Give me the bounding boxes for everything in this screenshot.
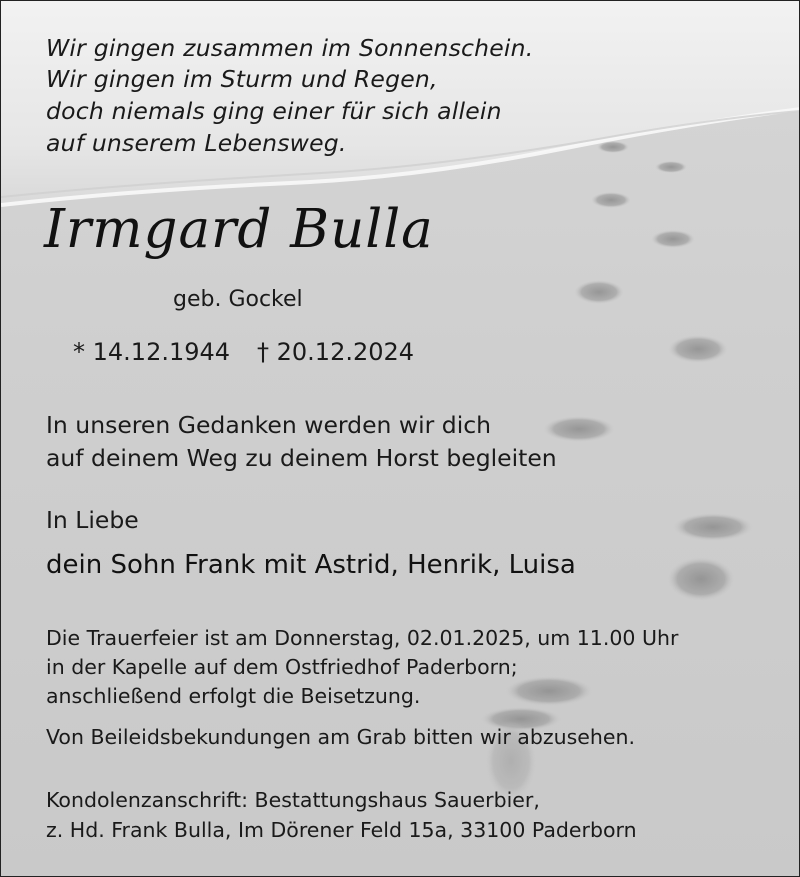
death-date: † 20.12.2024 (257, 338, 415, 366)
service-line-1: Die Trauerfeier ist am Donnerstag, 02.01.2025, um 11.00 Uhr (46, 626, 679, 650)
condolence-note: Von Beileidsbekundungen am Grab bitten wir abzusehen. (46, 725, 636, 749)
thoughts-line-1: In unseren Gedanken werden wir dich (46, 411, 492, 439)
deceased-name: Irmgard Bulla (44, 199, 434, 260)
mourners: dein Sohn Frank mit Astrid, Henrik, Luisa (46, 550, 576, 580)
service-line-3: anschließend erfolgt die Beisetzung. (46, 684, 421, 708)
service-line-2: in der Kapelle auf dem Ostfriedhof Paderborn; (46, 655, 518, 679)
address-line-1: Kondolenzanschrift: Bestattungshaus Sauerbier, (46, 788, 540, 812)
poem-line-1: Wir gingen zusammen im Sonnenschein. (46, 34, 534, 62)
poem-line-3: doch niemals ging einer für sich allein (46, 97, 502, 125)
greeting: In Liebe (46, 506, 139, 534)
birth-name: geb. Gockel (173, 287, 303, 312)
address-line-2: z. Hd. Frank Bulla, Im Dörener Feld 15a, 33100 Paderborn (46, 818, 637, 842)
birth-date: * 14.12.1944 (73, 338, 231, 366)
poem-line-4: auf unserem Lebensweg. (46, 129, 347, 157)
poem-line-2: Wir gingen im Sturm und Regen, (46, 65, 438, 93)
thoughts-line-2: auf deinem Weg zu deinem Horst begleiten (46, 444, 557, 472)
